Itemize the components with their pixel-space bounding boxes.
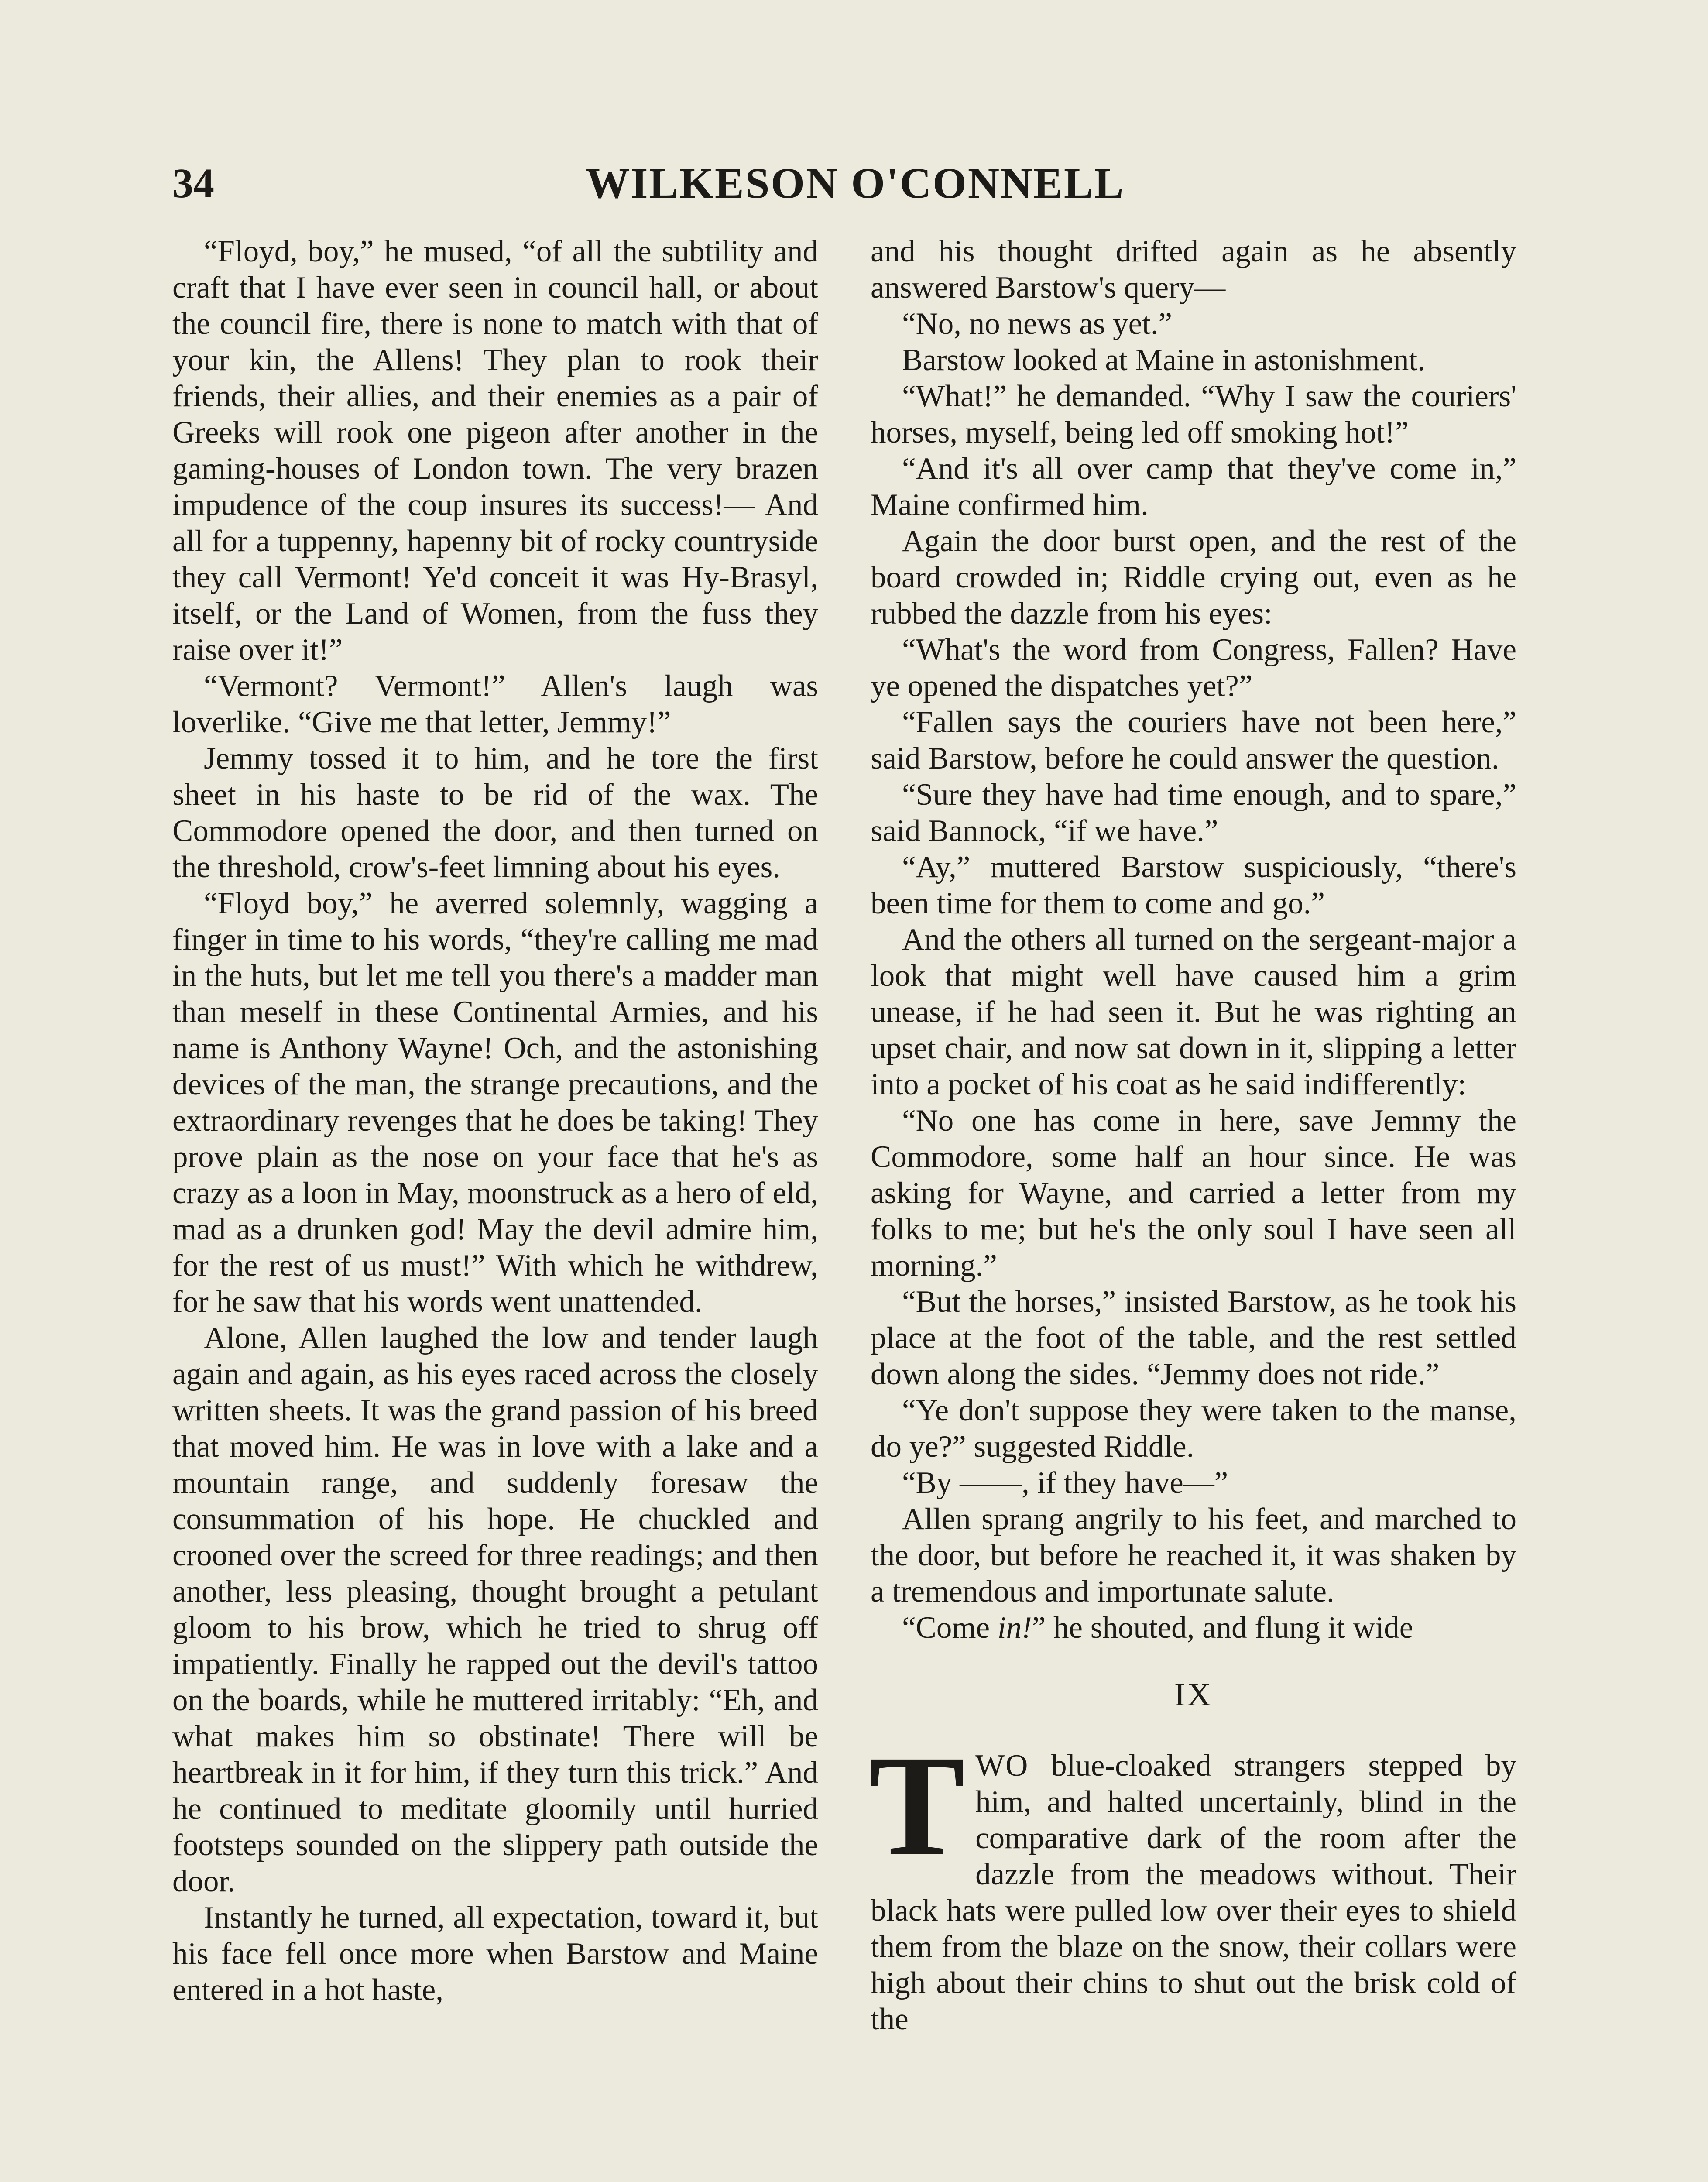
- paragraph: “Floyd boy,” he averred solemnly, wagging a finger in time to his words, “they're calling me mad in the huts, but let me tell you there's a madder man than meself in these Continental Armies, and his name is Anthony Wayne! Och, and the astonishing devices of the man, the strange precautions, and the extraordinary revenges that he does be taking! They prove plain as the nose on your face that he's as crazy as a loon in May, moonstruck as a hero of eld, mad as a drunken god! May the devil admire him, for the rest of us must!” With which he withdrew, for he saw that his words went unattended.: [172, 886, 819, 1319]
- paragraph: [871, 1610, 1516, 1646]
- paragraph: “Ay,” muttered Barstow suspiciously, “there's been time for them to come and go.”: [871, 850, 1516, 920]
- paragraph: “Fallen says the couriers have not been here,” said Barstow, before he could answer the question.: [871, 705, 1516, 775]
- drop-cap: T: [869, 1726, 965, 1885]
- paragraph: “Sure they have had time enough, and to spare,” said Bannock, “if we have.”: [871, 778, 1516, 848]
- right-column: [871, 233, 1516, 2038]
- paragraph: “What's the word from Congress, Fallen? Have ye opened the dispatches yet?”: [871, 633, 1516, 703]
- paragraph: “No one has come in here, save Jemmy the Commodore, some half an hour since. He was asking for Wayne, and carried a letter from my folks to me; but he's the only soul I have seen all morning.”: [871, 1104, 1516, 1283]
- paragraph: “By ——, if they have—”: [902, 1466, 1228, 1500]
- paragraph-text: “Come: [902, 1611, 998, 1645]
- paragraph-text: blue-cloaked strangers stepped by him, and halted uncertainly, blind in the comparative dark of the room after the dazzle from the meadows without. Their black hats were pulled low over their eyes to shield them from the blaze on the snow, their collars were high about their chins to shut out the brisk cold of the: [871, 1749, 1516, 2036]
- paragraph: Instantly he turned, all expectation, toward it, but his face fell once more when Barstow and Maine entered in a hot haste,: [172, 1901, 818, 2007]
- paragraph: Jemmy tossed it to him, and he tore the first sheet in his haste to be rid of the wax. The Commodore opened the door, and then turned on the threshold, crow's-feet limning about his eyes.: [172, 741, 818, 884]
- chapter-heading: IX: [1174, 1676, 1213, 1713]
- paragraph: “Vermont? Vermont!” Allen's laugh was loverlike. “Give me that letter, Jemmy!”: [172, 669, 818, 739]
- paragraph: Alone, Allen laughed the low and tender laugh again and again, as his eyes raced across the closely written sheets. It was the grand passion of his breed that moved him. He was in love with a lake and a mountain range, and suddenly foresaw the consummation of his hope. He chuckled and crooned over the screed for three readings; and then another, less pleasing, thought brought a petulant gloom to his brow, which he tried to shrug off impatiently. Finally he rapped out the devil's tattoo on the boards, while he muttered irritably: “Eh, and what makes him so obstinate! There will be heartbreak in it for him, if they turn this trick.” And he continued to meditate gloomily until hurried footsteps sounded on the slippery path outside the door.: [172, 1321, 818, 1898]
- running-title: WILKESON O'CONNELL: [586, 159, 1125, 207]
- page-number: 34: [172, 160, 214, 206]
- paragraph: “But the horses,” insisted Barstow, as he took his place at the foot of the table, and the rest settled down along the sides. “Jemmy does not ride.”: [871, 1285, 1516, 1391]
- paragraph: Allen sprang angrily to his feet, and marched to the door, but before he reached it, it was shaken by a tremendous and importunate salute.: [871, 1502, 1516, 1609]
- opening-smallcaps: WO: [975, 1749, 1029, 1783]
- paragraph: Again the door burst open, and the rest of the board crowded in; Riddle crying out, even as he rubbed the dazzle from his eyes:: [871, 524, 1516, 631]
- paragraph: “What!” he demanded. “Why I saw the couriers' horses, myself, being led off smoking hot!”: [871, 379, 1516, 449]
- paragraph: “Ye don't suppose they were taken to the manse, do ye?” suggested Riddle.: [871, 1393, 1516, 1464]
- paragraph: “No, no news as yet.”: [902, 307, 1173, 341]
- chapter-opening-paragraph: [869, 1726, 1516, 2038]
- page-header: [172, 153, 1538, 214]
- emphasis-text: in!: [997, 1611, 1032, 1645]
- paragraph: Barstow looked at Maine in astonishment.: [902, 343, 1425, 377]
- paragraph: “And it's all over camp that they've come in,” Maine confirmed him.: [871, 452, 1516, 522]
- paragraph: And the others all turned on the sergeant-major a look that might well have caused him a grim unease, if he had seen it. But he was righting an upset chair, and now sat down in it, slipping a letter into a pocket of his coat as he said indifferently:: [871, 923, 1516, 1101]
- paragraph: “Floyd, boy,” he mused, “of all the subtility and craft that I have ever seen in council hall, or about the council fire, there is none to match with that of your kin, the Allens! They plan to rook their friends, their allies, and their enemies as a pair of Greeks will rook one pigeon after another in the gaming-houses of London town. The very brazen impudence of the coup insures its success!— And all for a tuppenny, hapenny bit of rocky countryside they call Vermont! Ye'd conceit it was Hy-Brasyl, itself, or the Land of Women, from the fuss they raise over it!”: [172, 234, 818, 667]
- paragraph-text: ” he shouted, and flung it wide: [1032, 1611, 1413, 1645]
- paragraph: and his thought drifted again as he absently answered Barstow's query—: [871, 234, 1516, 305]
- left-column: [172, 233, 818, 2008]
